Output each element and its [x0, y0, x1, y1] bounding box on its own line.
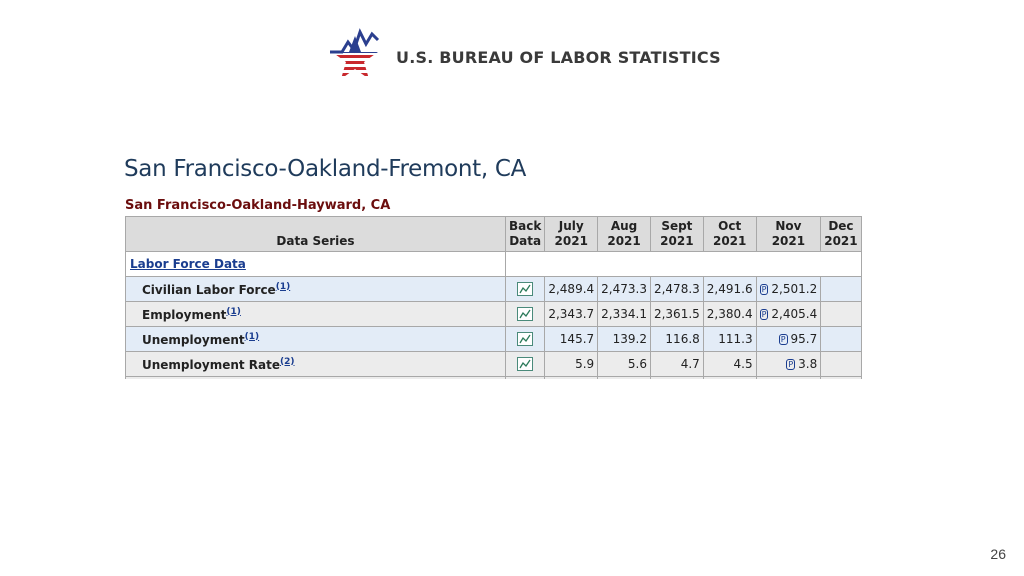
table-row	[126, 277, 862, 302]
page-number: 26	[990, 546, 1006, 562]
value-cell	[821, 277, 861, 302]
header-data-series: Data Series	[126, 217, 506, 252]
area-title: San Francisco-Oakland-Hayward, CA	[125, 198, 391, 213]
table-cutoff-row	[126, 377, 862, 380]
table-row	[126, 352, 862, 377]
value-cell: 4.7	[650, 352, 703, 377]
series-label: Employment	[142, 307, 227, 322]
value-cell-preliminary: P 95.7	[756, 327, 821, 352]
series-label: Unemployment	[142, 332, 245, 347]
line-chart-icon[interactable]	[517, 307, 533, 321]
org-name: U.S. BUREAU OF LABOR STATISTICS	[396, 47, 721, 67]
preliminary-badge[interactable]: P	[788, 360, 794, 369]
value-cell: 139.2	[598, 327, 651, 352]
value-cell: 5.9	[545, 352, 598, 377]
header-month: Aug 2021	[598, 217, 651, 252]
value-cell: 2,343.7	[545, 302, 598, 327]
series-label: Unemployment Rate	[142, 357, 281, 372]
table-row	[126, 302, 862, 327]
value-cell-preliminary: P 3.8	[756, 352, 821, 377]
series-label: Civilian Labor Force	[142, 282, 276, 297]
header-month: Sept 2021	[650, 217, 703, 252]
value-cell: 4.5	[703, 352, 756, 377]
value-cell-preliminary: P 2,501.2	[756, 277, 821, 302]
footnote-link[interactable]: (2)	[280, 356, 295, 367]
value-cell: 2,473.3	[598, 277, 651, 302]
line-chart-icon[interactable]	[517, 282, 533, 296]
value-cell: 2,334.1	[598, 302, 651, 327]
value-cell-preliminary: P 2,405.4	[756, 302, 821, 327]
labor-force-table	[125, 216, 862, 379]
bls-logo	[328, 28, 721, 86]
star-stripes-logo-icon	[328, 28, 382, 86]
line-chart-icon[interactable]	[517, 357, 533, 371]
preliminary-badge[interactable]: P	[761, 285, 767, 294]
value-cell: 2,380.4	[703, 302, 756, 327]
table-row	[126, 327, 862, 352]
value-cell	[821, 302, 861, 327]
preliminary-badge[interactable]: P	[761, 310, 767, 319]
labor-force-data-link[interactable]: Labor Force Data	[130, 257, 246, 271]
value-cell: 2,491.6	[703, 277, 756, 302]
value-cell: 111.3	[703, 327, 756, 352]
header-month: July 2021	[545, 217, 598, 252]
header-month: Oct 2021	[703, 217, 756, 252]
footnote-link[interactable]: (1)	[226, 306, 241, 317]
header-back-data: Back Data	[506, 217, 545, 252]
footnote-link[interactable]: (1)	[244, 331, 260, 342]
footnote-link[interactable]: (1)	[275, 281, 291, 292]
value-cell: 116.8	[650, 327, 703, 352]
group-row	[126, 252, 862, 277]
preliminary-badge[interactable]: P	[780, 335, 786, 344]
header-month: Nov 2021	[756, 217, 821, 252]
value-cell	[821, 352, 861, 377]
value-cell: 2,361.5	[650, 302, 703, 327]
value-cell: 2,489.4	[545, 277, 598, 302]
line-chart-icon[interactable]	[517, 332, 533, 346]
table-header-row	[126, 217, 862, 252]
header-month: Dec 2021	[821, 217, 861, 252]
value-cell: 2,478.3	[650, 277, 703, 302]
page-title: San Francisco-Oakland-Fremont, CA	[124, 156, 527, 182]
value-cell	[821, 327, 861, 352]
value-cell: 5.6	[598, 352, 651, 377]
value-cell: 145.7	[545, 327, 598, 352]
